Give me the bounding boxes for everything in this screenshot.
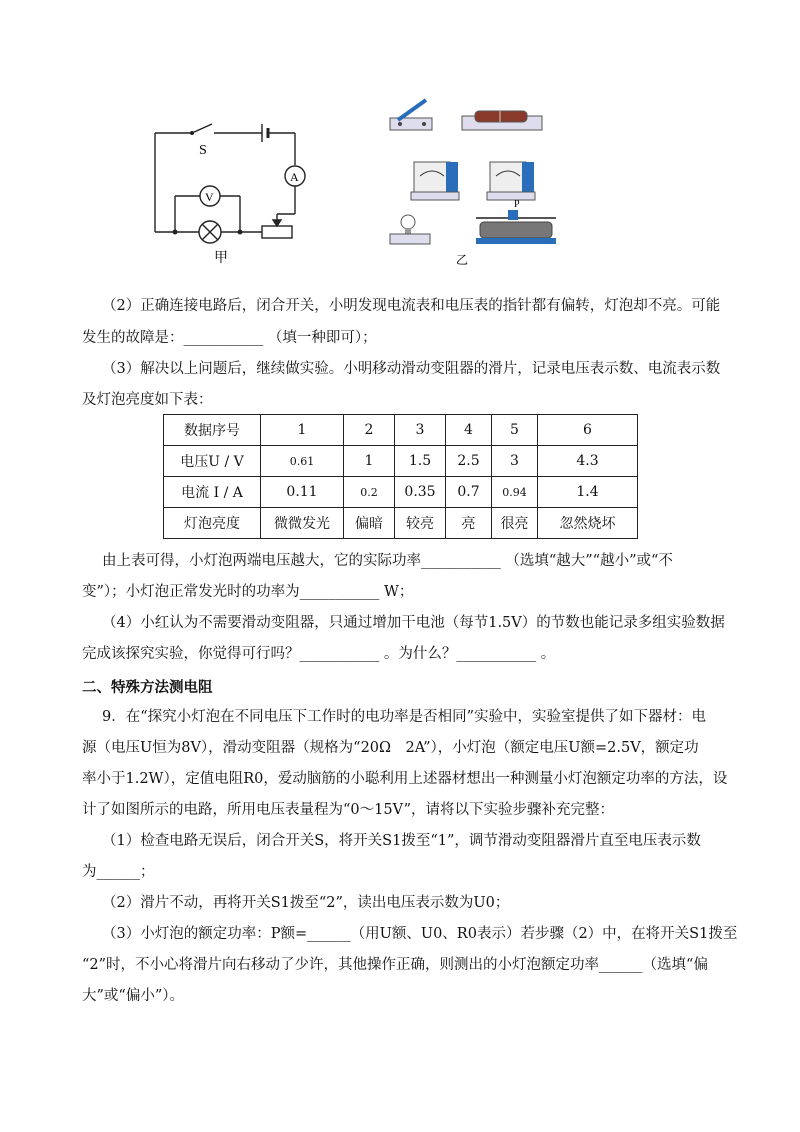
table-cell: 2 (344, 415, 395, 446)
battery-holder-illustration (462, 111, 542, 130)
voltmeter-illustration (411, 162, 459, 200)
question-2-line-2: 发生的故障是：___________ （填一种即可）； (82, 330, 377, 346)
table-cell: 0.7 (446, 477, 492, 508)
step-3-line-1: （3）小灯泡的额定功率：P额=______（用U额、U0、R0表示）若步骤（2）中，在将开关S1拨至 (102, 926, 738, 942)
question-9-line-4: 计了如图所示的电路，所用电压表量程为“0～15V”，请将以下实验步骤补充完整： (82, 802, 615, 818)
table-cell: 灯泡亮度 (164, 508, 261, 539)
step-3-line-2: “2”时，不小心将滑片向右移动了少许，其他操作正确，则测出的小灯泡额定功率______（选填“偏 (82, 957, 708, 973)
circuit-caption: 甲 (214, 250, 228, 266)
table-cell: 电压U / V (164, 446, 261, 477)
table-cell: 2.5 (446, 446, 492, 477)
question-9-line-3: 率小于1.2W），定值电阻R0，爱动脑筋的小聪利用上述器材想出一种测量小灯泡额定功率的方法，设 (82, 771, 728, 787)
section-title: 二、特殊方法测电阻 (82, 680, 213, 696)
switch-label: S (199, 143, 207, 158)
table-row (164, 508, 638, 539)
question-4-line-2: 完成该探究实验，你觉得可行吗？___________ 。为什么？___________ 。 (82, 646, 556, 662)
table-cell: 0.61 (261, 446, 344, 477)
lamp-illustration (390, 215, 430, 244)
table-cell: 数据序号 (164, 415, 261, 446)
question-4-line-1: （4）小红认为不需要滑动变阻器，只通过增加干电池（每节1.5V）的节数也能记录多组实验数据 (102, 615, 725, 631)
question-9-line-1: 9．在“探究小灯泡在不同电压下工作时的电功率是否相同”实验中，实验室提供了如下器材：电 (102, 709, 707, 725)
photo-caption: 乙 (456, 253, 469, 267)
table-cell: 微微发光 (261, 508, 344, 539)
slider-label: P (514, 199, 520, 210)
table-cell: 忽然烧坏 (538, 508, 638, 539)
table-cell: 3 (395, 415, 446, 446)
circuit-diagram (0, 0, 800, 280)
table-cell: 4 (446, 415, 492, 446)
step-3-line-3: 大”或“偏小”）。 (82, 988, 184, 1004)
table-cell: 很亮 (492, 508, 538, 539)
step-1-line-1: （1）检查电路无误后，闭合开关S，将开关S1拨至“1”，调节滑动变阻器滑片直至电压表示数 (102, 833, 701, 849)
table-cell: 1 (344, 446, 395, 477)
table-cell: 0.11 (261, 477, 344, 508)
table-row (164, 415, 638, 446)
data-table (163, 414, 638, 539)
table-cell: 较亮 (395, 508, 446, 539)
table-cell: 偏暗 (344, 508, 395, 539)
table-cell: 6 (538, 415, 638, 446)
table-row (164, 446, 638, 477)
question-2-line-1: （2）正确连接电路后，闭合开关，小明发现电流表和电压表的指针都有偏转，灯泡却不亮。可能 (102, 298, 721, 314)
question-3-line-2: 及灯泡亮度如下表： (82, 392, 213, 408)
table-cell: 电流 I / A (164, 477, 261, 508)
switch-illustration (390, 100, 432, 130)
ammeter-illustration (487, 162, 535, 200)
ammeter-label: A (290, 170, 299, 184)
table-cell: 1 (261, 415, 344, 446)
table-cell: 1.4 (538, 477, 638, 508)
question-3-line-4: 变”）；小灯泡正常发光时的功率为___________ W； (82, 584, 414, 600)
voltmeter-label: V (205, 190, 214, 204)
step-1-line-2: 为______； (82, 864, 155, 880)
table-cell: 0.2 (344, 477, 395, 508)
table-cell: 4.3 (538, 446, 638, 477)
rheostat-illustration (476, 210, 556, 244)
table-row (164, 477, 638, 508)
question-3-line-3: 由上表可得，小灯泡两端电压越大，它的实际功率___________ （选填“越大”“越小”或“不 (102, 553, 673, 569)
table-cell: 3 (492, 446, 538, 477)
table-cell: 0.94 (492, 477, 538, 508)
table-cell: 1.5 (395, 446, 446, 477)
table-cell: 亮 (446, 508, 492, 539)
question-9-line-2: 源（电压U恒为8V），滑动变阻器（规格为“20Ω 2A”），小灯泡（额定电压U额=2.5V，额定功 (82, 740, 699, 756)
table-cell: 5 (492, 415, 538, 446)
question-3-line-1: （3）解决以上问题后，继续做实验。小明移动滑动变阻器的滑片，记录电压表示数、电流表示数 (102, 361, 721, 377)
step-2-line-1: （2）滑片不动，再将开关S1拨至“2”，读出电压表示数为U0； (102, 895, 510, 911)
table-cell: 0.35 (395, 477, 446, 508)
